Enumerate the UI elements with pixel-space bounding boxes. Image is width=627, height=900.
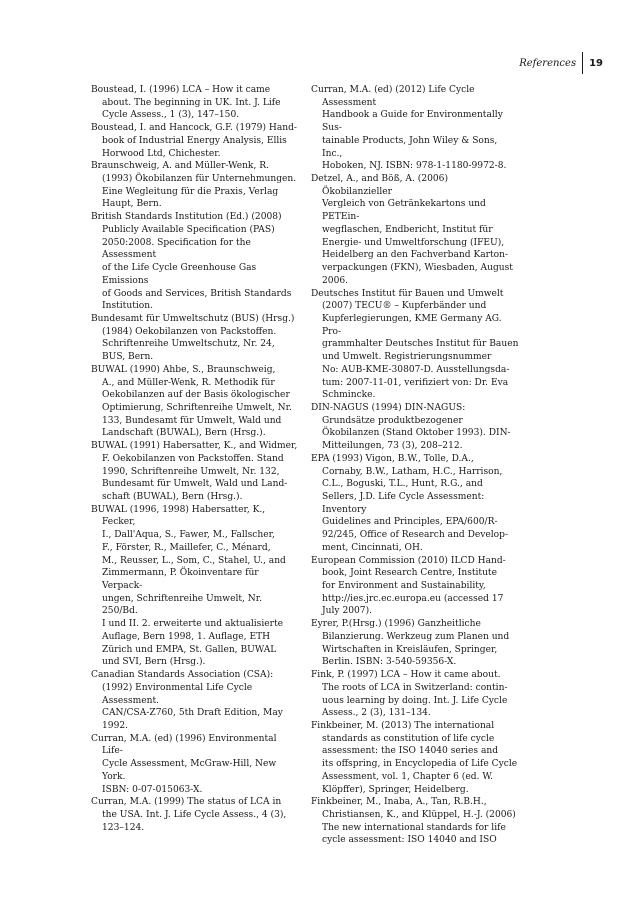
reference-entry: Braunschweig, A. and Müller-Wenk, R. (1993) Ökobilanzen für Unternehmungen. Eine Wegleitung für die Praxis, Verlag Haupt, Bern.	[91, 161, 297, 210]
reference-entry: Curran, M.A. (1999) The status of LCA in the USA. Int. J. Life Cycle Assess., 4 (3), 123–124.	[91, 797, 287, 833]
reference-entry: Boustead, I. and Hancock, G.F. (1979) Hand- book of Industrial Energy Analysis, Ellis Horwood Ltd, Chichester.	[91, 123, 298, 159]
reference-entry: European Commission (2010) ILCD Hand- book, Joint Research Centre, Institute for Environment and Sustainability, http://ies.jrc.ec.europa.eu (accessed 17 July 2007).	[311, 555, 506, 617]
reference-entry: Eyrer, P.(Hrsg.) (1996) Ganzheitliche Bilanzierung. Werkzeug zum Planen und Wirtschaften in Kreisläufen, Springer, Berlin. ISBN: 3-540-59356-X.	[311, 619, 510, 668]
reference-entry: British Standards Institution (Ed.) (2008) Publicly Available Specification (PAS) 2050:2008. Specification for the Assessment of the Life Cycle Greenhouse Gas Emissions of Goods and Services, British Standards Institution.	[91, 212, 292, 312]
reference-entry: DIN-NAGUS (1994) DIN-NAGUS: Grundsätze produktbezogener Ökobilanzen (Stand Oktober 1993). DIN- Mitteilungen, 73 (3), 208–212.	[311, 402, 511, 452]
reference-entry: Finkbeiner, M., Inaba, A., Tan, R.B.H., Christiansen, K., and Klüppel, H.-J. (2006) The new international standards for life cycle assessment: ISO 14040 and ISO	[311, 797, 516, 846]
reference-entry: BUWAL (1990) Ahbe, S., Braunschweig, A., and Müller-Wenk, R. Methodik für Oekobilanzen auf der Basis ökologischer Optimierung, Schriftenreihe Umwelt, Nr. 133, Bundesamt für Umwelt, Wald und Landschaft (BUWAL), Bern (Hrsg.).	[91, 364, 292, 439]
reference-entry: Curran, M.A. (ed) (2012) Life Cycle Assessment Handbook a Guide for Environmentally Sus- tainable Products, John Wiley & Sons, Inc., Hoboken, NJ. ISBN: 978-1-1180-9972-8.	[311, 85, 507, 172]
reference-entry: Fink, P. (1997) LCA – How it came about. The roots of LCA in Switzerland: contin- uous learning by doing. Int. J. Life Cycle Assess., 2 (3), 131–134.	[311, 670, 508, 719]
reference-entry: Canadian Standards Association (CSA): (1992) Environmental Life Cycle Assessment. CAN/CSA-Z760, 5th Draft Edition, May 1992.	[91, 670, 283, 731]
reference-entry: BUWAL (1996, 1998) Habersatter, K., Fecker, I., Dall'Aqua, S., Fawer, M., Fallscher, F., Förster, R., Maillefer, C., Ménard, M., Reusser, L., Som, C., Stahel, U., and Zimmermann, P. Ökoinventare für Verpack- ungen, Schriftenreihe Umwelt, Nr. 250/Bd. I und II. 2. erweiterte und aktualisierte Auflage, Bern 1998, 1. Auflage, ETH Zürich und EMPA, St. Gallen, BUWAL und SVI, Bern (Hrsg.).	[91, 504, 286, 668]
section-title: References	[519, 57, 577, 69]
reference-entry: Finkbeiner, M. (2013) The international standards as constitution of life cycle assessment: the ISO 14040 series and its offspring, in Encyclopedia of Life Cycle Assessment, vol. 1, Chapter 6 (ed. W. Klöpffer), Springer, Heidelberg.	[311, 720, 518, 795]
running-header	[519, 52, 603, 74]
reference-entry: Deutsches Institut für Bauen und Umwelt (2007) TECU® – Kupferbänder und Kupferlegierungen, KME Germany AG. Pro- grammhalter Deutsches Institut für Bauen und Umwelt. Registrierungsnummer No: AUB-KME-30807-D. Ausstellungsda- tum: 2007-11-01, verifiziert von: Dr. Eva Schmincke.	[311, 288, 519, 401]
reference-entry: EPA (1993) Vigon, B.W., Tolle, D.A., Cornaby, B.W., Latham, H.C., Harrison, C.L., Boguski, T.L., Hunt, R.G., and Sellers, J.D. Life Cycle Assessment: Inventory Guidelines and Principles, EPA/600/R- 92/245, Office of Research and Develop- ment, Cincinnati, OH.	[311, 453, 509, 553]
page-number: 19	[589, 57, 603, 69]
reference-entry: Curran, M.A. (ed) (1996) Environmental Life- Cycle Assessment, McGraw-Hill, New York. ISBN: 0-07-015063-X.	[91, 733, 277, 795]
reference-entry: Boustead, I. (1996) LCA – How it came about. The beginning in UK. Int. J. Life Cycle Assess., 1 (3), 147–150.	[91, 85, 281, 121]
reference-entry: BUWAL (1991) Habersatter, K., and Widmer, F. Oekobilanzen von Packstoffen. Stand 1990, Schriftenreihe Umwelt, Nr. 132, Bundesamt für Umwelt, Wald und Land- schaft (BUWAL), Bern (Hrsg.).	[91, 441, 298, 502]
references-left-column	[91, 84, 298, 834]
reference-entry: Detzel, A., and Böß, A. (2006) Ökobilanzieller Vergleich von Getränkekartons und PETEin- wegflaschen, Endbericht, Institut für Energie- und Umweltforschung (IFEU), Heidelberg an den Fachverband Karton- verpackungen (FKN), Wiesbaden, August 2006.	[311, 174, 513, 286]
references-right-column	[311, 84, 520, 847]
reference-entry: Bundesamt für Umweltschutz (BUS) (Hrsg.) (1984) Oekobilanzen von Packstoffen. Schriftenreihe Umweltschutz, Nr. 24, BUS, Bern.	[91, 313, 295, 363]
